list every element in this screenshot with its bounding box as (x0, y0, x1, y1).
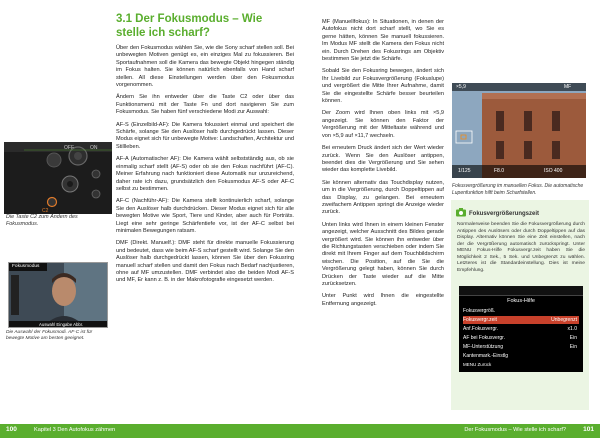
paragraph: Sie können alternativ das Touchdisplay nutzen, um in die Vergrößerung, durch Doppeltippen auf das Display, zu gelangen. Bei erneutem zweifachem Antippen springt die Anzeige wieder zurück. (322, 179, 444, 216)
mode-readout: MF (564, 84, 572, 90)
running-title: Der Fokusmodus – Wie stelle ich scharf? (464, 427, 566, 433)
camera-icon (456, 207, 466, 217)
paragraph: AF-A (Automatischer AF): Die Kamera wählt selbstständig aus, ob sie einmalig scharf stellt (AF-S) oder ob sie den Fokus nachführt (AF-C). Meiner Erfahrung nach funktioniert diese Automatik nur unzureichend, daher rate ich dazu, grundsätzlich den Fokusmodus AF-S oder AF-C selbst zu bestimmen. (116, 156, 294, 192)
tip-text: Normalerweise beenden Sie die Fokusvergrößerung durch Antippen des Auslösers oder durch Doppeltippen auf das Display. Alternativ können Sie eine Zeit einstellen, nach der die Vergrößerung automatisch zurückspringt. Unter MENU Fokus-Hilfe Fokusvergr.zeit haben Sie die Möglichkeit 2 Sek., 5 Sek. und Unbegrenzt zu wählen. Letzteres ist die Standardeinstellung. Dies ist meine Empfehlung. (457, 222, 585, 273)
church-image (452, 83, 586, 178)
c2-label: C2 (42, 208, 49, 214)
left-body-text (116, 45, 294, 290)
tip-box (451, 200, 589, 410)
menu-row[interactable] (463, 325, 579, 333)
paragraph: Der Zoom wird Ihnen oben links mit ×5,9 angezeigt. Sie können den Faktor der Vergrößerung mit der Mitteltaste während und von ×5,9 auf ×11,7 wechseln. (322, 110, 444, 139)
paragraph: AF-C (Nachführ-AF): Die Kamera stellt kontinuierlich scharf, solange Sie den Auslöser halb durchdrücken. Dieser Modus eignet sich für alle bewegten Motive wie Sport, Tiere und Kinder, aber auch für Porträts. Liegt eine sehr geringe Schärfentiefe vor, ist der AF-C selbst bei minimalen Bewegungen ratsam. (116, 198, 294, 234)
off-label: OFF (64, 145, 74, 151)
camera-menu-screen (459, 286, 583, 372)
screen-caption: Die Auswahl der Fokusmodi. AF-C ist für bewegte Motive am besten geeignet. (6, 330, 93, 342)
paragraph: DMF (Direkt. Manuelf.): DMF steht für direkte manuelle Fokussierung und bedeutet, dass wie beim AF-S scharf gestellt wird. Solange Sie den Auslöser halb durchgedrückt lassen, können Sie über den Fokusring manuell scharf stellen und damit den Fokus nach Bedarf nachjustieren, ohne auf MF umzustellen. DMF verbindet also die beiden Modi AF-S und MF, Er kann z. B. in der Makrofotografie eingesetzt werden. (116, 240, 294, 284)
paragraph: Unter Punkt wird Ihnen die eingestellte Entfernung angezeigt. (322, 293, 444, 307)
menu-row-label: Fokusvergr.zeit (463, 317, 497, 323)
right-body-text (322, 19, 444, 313)
menu-row[interactable] (463, 307, 579, 315)
zoom-readout: ×5,9 (456, 84, 466, 90)
menu-row-label: Kantenmark.-Einstlg (463, 353, 509, 359)
focus-magnification-photo (452, 83, 586, 178)
menu-row[interactable] (463, 334, 579, 342)
paragraph: Sobald Sie den Fokusring bewegen, ändert sich Ihr Livebild zur Fokusvergrößerung (Fokuslupe) und vergrößert die Mitte Ihrer Aufnahme, damit Sie die eingestellte Schärfe besser beurteilen können. (322, 68, 444, 105)
menu-row-value: x1.0 (567, 326, 577, 332)
page-number-right: 101 (583, 426, 594, 433)
section-title: 3.1 Der Fokusmodus – Wie stelle ich scharf? (116, 13, 263, 39)
footer-left (0, 424, 300, 438)
menu-row[interactable] (463, 352, 579, 360)
paragraph: Bei erneutem Druck ändert sich der Wert wieder zurück. Wenn Sie den Auslöser antippen, beendet dies die Vergrößerung und Sie sehen wieder das komplette Livebild. (322, 145, 444, 174)
portrait-image (9, 263, 108, 328)
paragraph: AF-S (Einzelbild-AF): Die Kamera fokussiert einmal und speichert die Schärfe, solange Sie den Auslöser halb durchgedrückt lassen. Dieser Modus eignet sich für unbewegte Motive: Landschaften, Architektur und Stillleben. (116, 121, 294, 150)
on-label: ON (90, 145, 98, 151)
screen-bottom-label: Auswahl Eingabe Abbr. (39, 322, 84, 327)
menu-row-label: Fokusvergröß. (463, 308, 496, 314)
focus-mode-screen (8, 262, 108, 328)
page-number-left: 100 (6, 426, 17, 433)
footer-right (300, 424, 600, 438)
menu-title: Fokus-Hilfe (507, 298, 535, 304)
menu-row-value: Unbegrenzt (551, 317, 577, 323)
menu-row-value: Ein (569, 344, 577, 350)
camera-illustration (4, 122, 112, 214)
menu-row-selected[interactable] (463, 316, 579, 324)
camera-caption: Die Taste C2 zum Ändern des Fokusmodus. (6, 214, 78, 227)
chapter-title: Kapitel 3 Den Autofokus zähmen (34, 427, 116, 433)
menu-row-label: MF-Unterstützung (463, 344, 504, 350)
paragraph: Unten links wird Ihnen in einem kleinen Fenster angezeigt, welcher Ausschnitt des Bildes gerade vergrößert wird. Sie können ihn entweder über die Richtungstasten verschieben oder indem Sie direkt mit Ihrem Finger auf dem Touchbildschirm wischen. Die Position, auf die Sie die Vergrößerung gelegt haben, können Sie durch Drücken der Taste wieder auf die Mitte zurücksetzen. (322, 221, 444, 287)
menu-row-label: Anf.Fokusvergr. (463, 326, 499, 332)
paragraph: Ändern Sie ihn entweder über die Taste C2 oder über das Funktionsmenü mit der Taste Fn und dort navigieren Sie zum Fokusmodus. Sie haben fünf verschiedene Modi zur Auswahl: (116, 94, 294, 116)
aperture-readout: F8.0 (494, 168, 505, 174)
menu-tabs (459, 286, 583, 296)
screen-top-label: Fokusmodus (12, 264, 40, 269)
shutter-readout: 1/125 (458, 168, 471, 174)
tip-title: Fokusvergrößerungszeit (469, 211, 540, 217)
photo-caption: Fokusvergrößerung im manuellen Fokus. Die automatische Lupenfunktion hilft beim Scharfstellen. (452, 183, 584, 196)
menu-row-label: AF bei Fokusvergr. (463, 335, 505, 341)
iso-readout: ISO 400 (544, 168, 563, 174)
menu-footer: MENU Zurück (463, 362, 492, 367)
menu-row-value: Ein (569, 335, 577, 341)
paragraph: MF (Manuellfokus): In Situationen, in denen der Autofokus nicht dort scharf stellt, wo Sie es gerne hätten, können Sie manuell fokussieren. Im Modus MF stellt die Kamera den Fokus nicht ein. Durch Drehen des Fokusrings am Objektiv bestimmen Sie jetzt die Schärfe. (322, 19, 444, 63)
paragraph: Über den Fokusmodus wählen Sie, wie die Sony scharf stellen soll. Bei unbewegten Motiven genügt es, ein einziges Mal zu fokussieren. Bei Sportaufnahmen soll die Kamera das bewegte Objekt hingegen ständig im Fokus halten. Sie können natürlich ebenfalls von Hand scharf stellen. All diese Einstellungen werden über den Fokusmodus vorgenommen. (116, 45, 294, 89)
menu-row[interactable] (463, 343, 579, 351)
